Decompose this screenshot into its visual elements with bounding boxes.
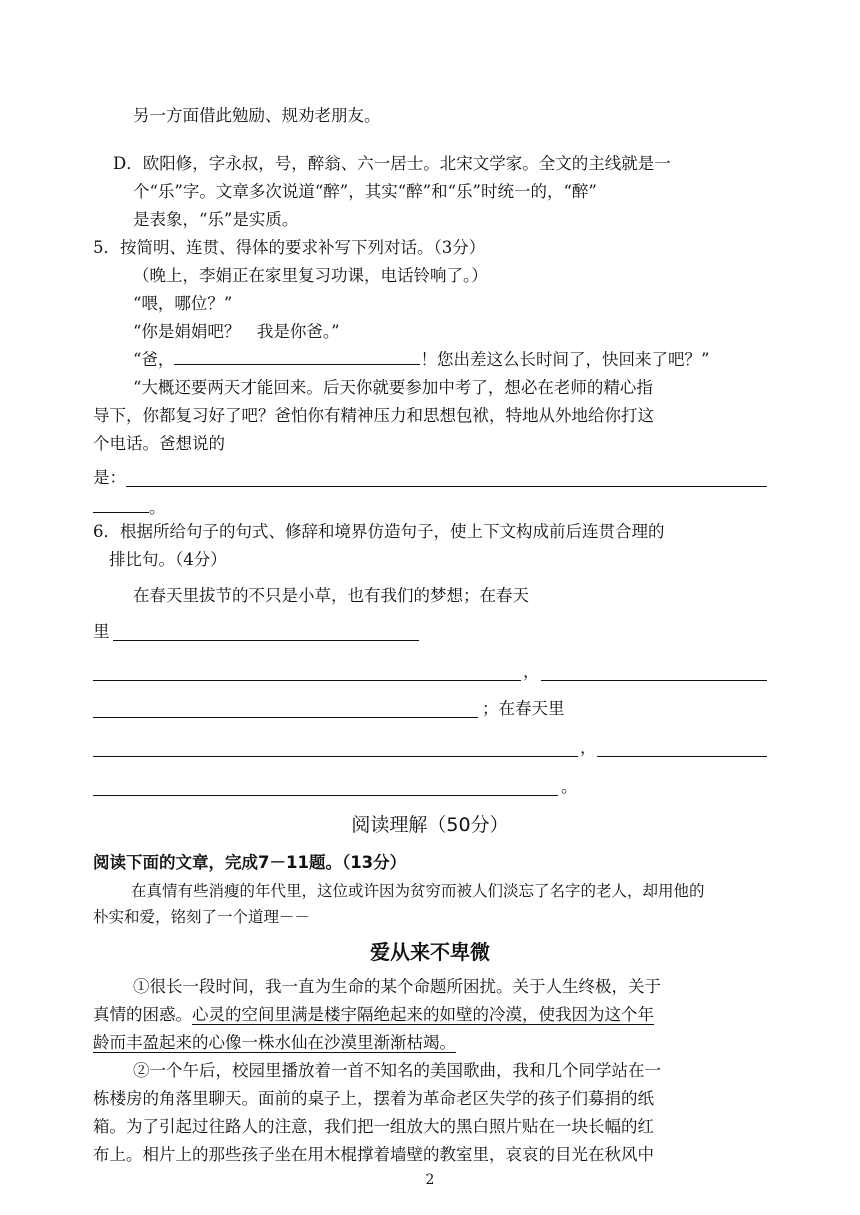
q5-dialog-line [133, 348, 709, 372]
q6-answer-line-2[interactable] [93, 680, 521, 681]
q6-question-line: 排比句。（4分） [109, 550, 227, 569]
article-paragraph-2: 布上。相片上的那些孩子坐在用木棍撑着墙壁的教室里，哀哀的目光在秋风中 [93, 1145, 654, 1164]
reading-intro-line: 在真情有些消瘦的年代里，这位或许因为贫穷而被人们淡忘了名字的老人，却用他的 [131, 882, 705, 900]
q5-para-line: “大概还要两天才能回来。后天你就要参加中考了，想必在老师的精心指 [133, 378, 653, 397]
reading-intro-line: 朴实和爱，铭刻了一个道理－－ [93, 908, 311, 926]
article-paragraph-2: ②一个午后，校园里播放着一首不知名的美国歌曲，我和几个同学站在一 [133, 1061, 661, 1080]
q5-para-line: 个电话。爸想说的 [93, 434, 225, 453]
q4-tail-line: 另一方面借此勉励、规劝老朋友。 [133, 106, 381, 125]
q6-li-label: 里 [93, 622, 110, 641]
article-paragraph-2: 栋楼房的角落里聊天。面前的桌子上，摆着为革命老区失学的孩子们募捐的纸 [93, 1089, 654, 1108]
q6-question-line: 6．根据所给句子的句式、修辞和境界仿造句子，使上下文构成前后连贯合理的 [93, 522, 665, 541]
q6-answer-line-3[interactable] [541, 680, 767, 681]
q6-answer-line-4[interactable] [93, 717, 478, 718]
q6-answer-line-1[interactable] [113, 640, 419, 641]
q5-para-line: 导下，你都复习好了吧？爸怕你有精神压力和思想包袱，特地从外地给你打这 [93, 406, 654, 425]
q5-line3-suffix: ！您出差这么长时间了，快回来了吧？” [420, 350, 710, 369]
q5-question: 5．按简明、连贯、得体的要求补写下列对话。（3分） [93, 238, 486, 257]
q4-option-d-line: 是表象，“乐”是实质。 [133, 210, 299, 229]
q6-semicolon-spring: ；在春天里 [482, 699, 565, 718]
section-title: 阅读理解（50分） [351, 814, 509, 836]
q5-dialog-line: “你是娟娟吧？ 我是你爸。” [133, 322, 340, 341]
p1-underlined-text: 心灵的空间里满是楼宇隔绝起来的如壁的冷漠，使我因为这个年 [192, 1005, 654, 1024]
q6-given-sentence: 在春天里拔节的不只是小草，也有我们的梦想；在春天 [133, 586, 529, 605]
q6-comma-2: ， [580, 738, 597, 757]
q4-option-d-line: D．欧阳修，字永叔，号，醉翁、六一居士。北宋文学家。全文的主线就是一 [113, 154, 671, 173]
article-title: 爱从来不卑微 [370, 940, 490, 964]
article-paragraph-1 [93, 1031, 456, 1055]
q4-option-d-line: 个“乐”字。文章多次说道“醉”，其实“醉”和“乐”时统一的，“醉” [133, 182, 597, 201]
q5-answer-end [93, 496, 166, 520]
q6-period: 。 [561, 777, 578, 796]
q5-answer-prefix: 是： [93, 468, 126, 487]
article-paragraph-1 [93, 1003, 654, 1027]
page-number: 2 [425, 1172, 435, 1188]
q6-comma: ， [523, 662, 540, 681]
q6-answer-line-7[interactable] [93, 795, 558, 796]
p1-underlined-text: 龄而丰盈起来的心像一株水仙在沙漠里渐渐枯竭。 [93, 1033, 456, 1052]
q5-dialog-line: “喂，哪位？” [133, 294, 233, 313]
q6-answer-line-5[interactable] [93, 756, 578, 757]
q5-answer-period: 。 [149, 498, 166, 517]
q5-answer-blank-end[interactable] [93, 496, 149, 513]
q5-context: （晚上，李娟正在家里复习功课，电话铃响了。） [133, 266, 488, 285]
reading-instruction: 阅读下面的文章，完成7－11题。（13分） [93, 853, 407, 872]
article-paragraph-1: ①很长一段时间，我一直为生命的某个命题所困扰。关于人生终极，关于 [133, 977, 661, 996]
q5-answer-line[interactable] [126, 486, 767, 487]
q5-answer-blank[interactable] [174, 348, 420, 365]
q6-answer-line-6[interactable] [597, 756, 767, 757]
p1-plain-text: 真情的困惑。 [93, 1005, 192, 1024]
article-paragraph-2: 箱。为了引起过往路人的注意，我们把一组放大的黑白照片贴在一块长幅的红 [93, 1117, 654, 1136]
q5-line3-prefix: “爸， [133, 350, 175, 369]
